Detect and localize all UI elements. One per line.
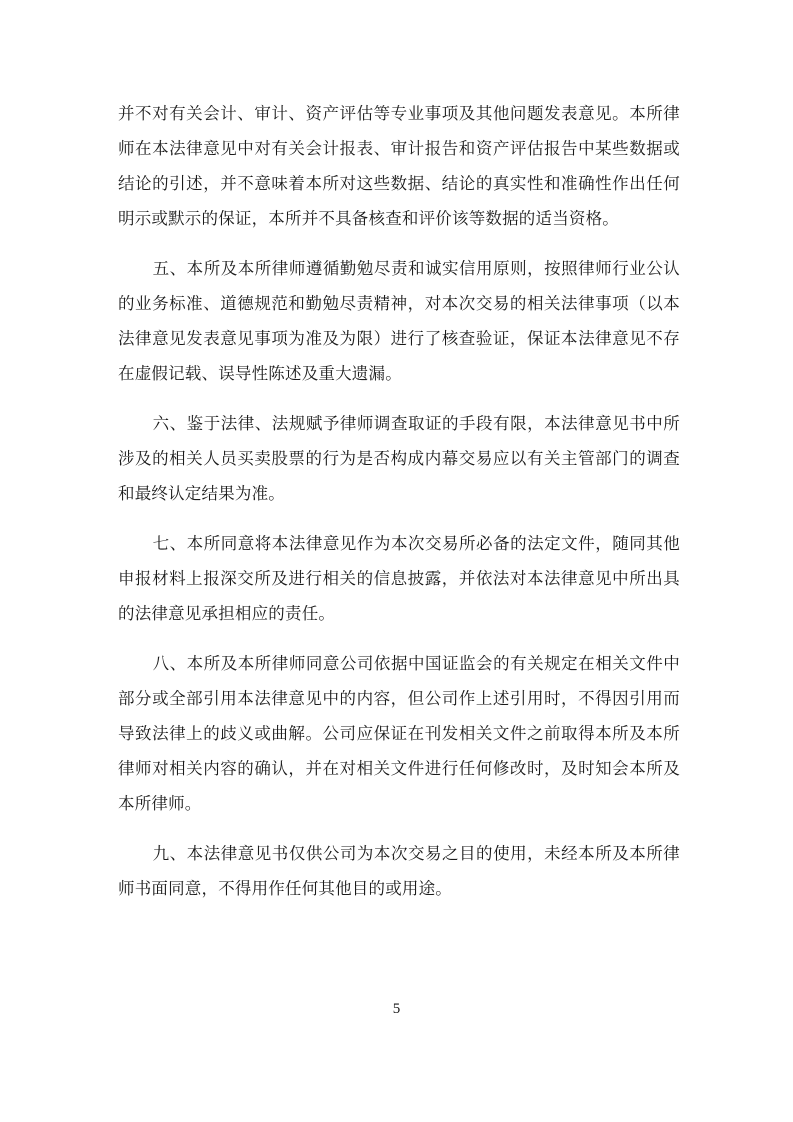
paragraph-item-5: 五、本所及本所律师遵循勤勉尽责和诚实信用原则，按照律师行业公认的业务标准、道德规范和勤勉尽责精神，对本次交易的相关法律事项（以本法律意见发表意见事项为准及为限）进行了核查验证，保证本法律意见不存在虚假记载、误导性陈述及重大遗漏。 [118, 259, 680, 383]
paragraph-item-9: 九、本法律意见书仅供公司为本次交易之目的使用，未经本所及本所律师书面同意，不得用作任何其他目的或用途。 [118, 844, 680, 898]
paragraph-item-8: 八、本所及本所律师同意公司依据中国证监会的有关规定在相关文件中部分或全部引用本法律意见中的内容，但公司作上述引用时，不得因引用而导致法律上的歧义或曲解。公司应保证在刊发相关文件之前取得本所及本所律师对相关内容的确认，并在对相关文件进行任何修改时，及时知会本所及本所律师。 [118, 654, 680, 813]
paragraph-item-7: 七、本所同意将本法律意见作为本次交易所必备的法定文件，随同其他申报材料上报深交所及进行相关的信息披露，并依法对本法律意见中所出具的法律意见承担相应的责任。 [118, 534, 680, 623]
document-body [118, 96, 680, 921]
paragraph-item-6: 六、鉴于法律、法规赋予律师调查取证的手段有限，本法律意见书中所涉及的相关人员买卖股票的行为是否构成内幕交易应以有关主管部门的调查和最终认定结果为准。 [118, 414, 680, 503]
page-number: 5 [392, 1001, 401, 1017]
paragraph-continuation: 并不对有关会计、审计、资产评估等专业事项及其他问题发表意见。本所律师在本法律意见中对有关会计报表、审计报告和资产评估报告中某些数据或结论的引述，并不意味着本所对这些数据、结论的真实性和准确性作出任何明示或默示的保证，本所并不具备核查和评价该等数据的适当资格。 [118, 104, 680, 228]
